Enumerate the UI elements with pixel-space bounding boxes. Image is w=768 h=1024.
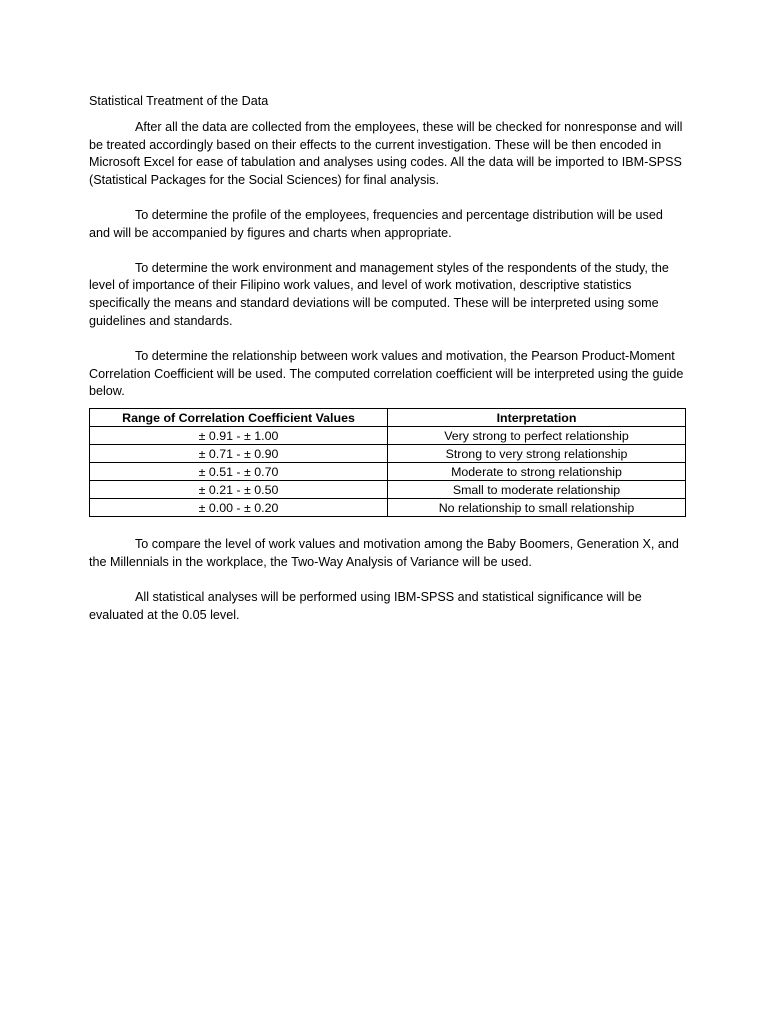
paragraph-correlation: To determine the relationship between work values and motivation, the Pearson Product-Moment Correlation Coefficient will be used. The computed correlation coefficient will be interpreted using the guide below.: [89, 348, 684, 399]
interpretation-cell: No relationship to small relationship: [388, 499, 686, 517]
table-row: [90, 445, 686, 463]
interpretation-cell: Very strong to perfect relationship: [388, 427, 686, 445]
table-row: [90, 427, 686, 445]
correlation-guide-table: [89, 408, 686, 517]
table-row: [90, 463, 686, 481]
range-cell: ± 0.91 - ± 1.00: [90, 427, 388, 445]
paragraph-anova: To compare the level of work values and motivation among the Baby Boomers, Generation X, and the Millennials in the workplace, the Two-Way Analysis of Variance will be used.: [89, 537, 679, 569]
paragraph-descriptive-statistics: To determine the work environment and management styles of the respondents of the study, the level of importance of their Filipino work values, and level of work motivation, descriptive statistics specifically the means and standard deviations will be computed. These will be interpreted using some guidelines and standards.: [89, 260, 669, 328]
section-title: Statistical Treatment of the Data: [89, 94, 269, 108]
table-row: [90, 481, 686, 499]
paragraph-significance: All statistical analyses will be performed using IBM-SPSS and statistical significance will be evaluated at the 0.05 level.: [89, 589, 642, 622]
paragraph-data-handling: After all the data are collected from the employees, these will be checked for nonresponse and will be treated accordingly based on their effects to the current investigation. These will be then encoded in Microsoft Excel for ease of tabulation and analyses using codes. All the data will be imported to IBM-SPSS (Statistical Packages for the Social Sciences) for final analysis.: [89, 119, 683, 188]
table-row: [90, 499, 686, 517]
range-cell: ± 0.21 - ± 0.50: [90, 481, 388, 499]
range-cell: ± 0.71 - ± 0.90: [90, 445, 388, 463]
header-interpretation: Interpretation: [388, 409, 686, 427]
range-cell: ± 0.00 - ± 0.20: [90, 499, 388, 517]
table-header-row: [90, 409, 686, 427]
range-cell: ± 0.51 - ± 0.70: [90, 463, 388, 481]
interpretation-cell: Strong to very strong relationship: [388, 445, 686, 463]
paragraph-profile: To determine the profile of the employees, frequencies and percentage distribution will be used and will be accompanied by figures and charts when appropriate.: [89, 207, 663, 240]
interpretation-cell: Small to moderate relationship: [388, 481, 686, 499]
header-range: Range of Correlation Coefficient Values: [90, 409, 388, 427]
interpretation-cell: Moderate to strong relationship: [388, 463, 686, 481]
